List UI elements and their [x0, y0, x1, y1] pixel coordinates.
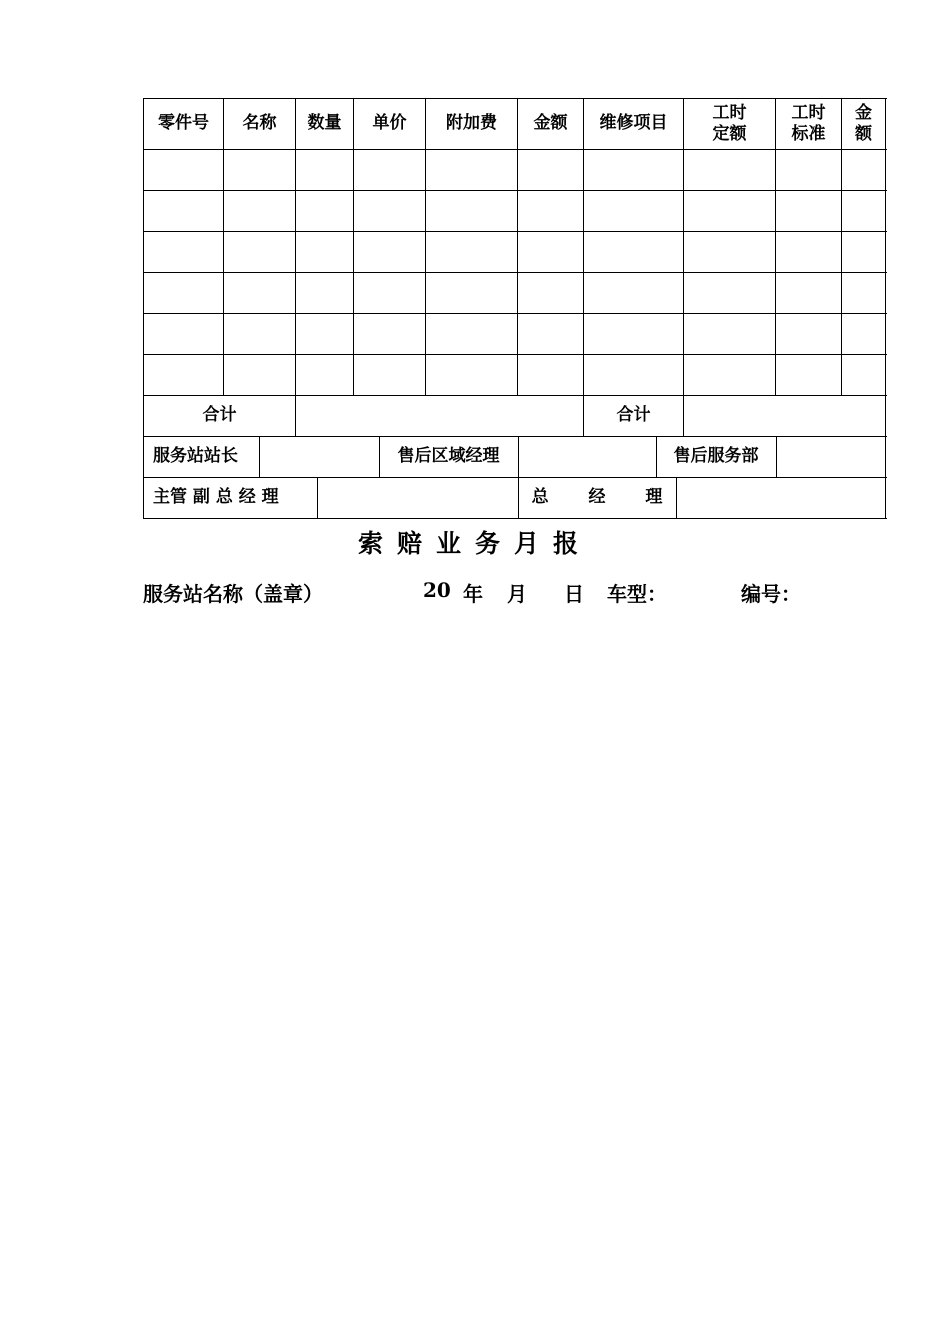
header-labor-standard	[776, 99, 842, 150]
table-cell[interactable]	[426, 150, 518, 191]
table-cell[interactable]	[354, 314, 426, 355]
table-cell[interactable]	[684, 355, 776, 396]
header-labor-standard-line1: 工时	[791, 102, 826, 123]
table-cell[interactable]	[776, 232, 842, 273]
total-row	[144, 396, 886, 437]
total-value-left[interactable]	[296, 396, 584, 437]
header-unit-price: 单价	[354, 99, 426, 150]
table-cell[interactable]	[426, 314, 518, 355]
table-cell[interactable]	[224, 150, 296, 191]
table-cell[interactable]	[426, 355, 518, 396]
table-cell[interactable]	[518, 232, 584, 273]
table-cell[interactable]	[584, 273, 684, 314]
table-cell[interactable]	[518, 150, 584, 191]
header-labor-quota-line2: 定额	[712, 124, 747, 144]
table-cell[interactable]	[144, 314, 224, 355]
table-cell[interactable]	[354, 150, 426, 191]
table-cell[interactable]	[296, 355, 354, 396]
table-cell[interactable]	[584, 232, 684, 273]
sig-regional-manager-label: 售后区域经理	[379, 437, 518, 477]
signature-row-2	[144, 478, 886, 519]
table-cell[interactable]	[296, 191, 354, 232]
table-cell[interactable]	[224, 232, 296, 273]
table-cell[interactable]	[684, 314, 776, 355]
table-cell[interactable]	[354, 273, 426, 314]
header-amount-2	[842, 99, 886, 150]
sig-gm-field[interactable]	[676, 478, 885, 518]
table-cell[interactable]	[224, 314, 296, 355]
sig-regional-manager-field[interactable]	[518, 437, 656, 477]
table-cell[interactable]	[842, 232, 886, 273]
station-name-label: 服务站名称（盖章）	[143, 582, 323, 606]
table-cell[interactable]	[144, 355, 224, 396]
table-cell[interactable]	[296, 273, 354, 314]
header-part-number: 零件号	[144, 99, 224, 150]
table-cell[interactable]	[684, 232, 776, 273]
table-cell[interactable]	[776, 150, 842, 191]
header-repair-item: 维修项目	[584, 99, 684, 150]
table-cell[interactable]	[776, 191, 842, 232]
serial-number-label: 编号：	[741, 582, 801, 606]
table-cell[interactable]	[224, 273, 296, 314]
page-title: 索赔业务月报	[357, 529, 592, 558]
year-prefix: 20	[423, 578, 451, 602]
table-cell[interactable]	[584, 150, 684, 191]
table-row	[144, 232, 886, 273]
table-cell[interactable]	[518, 314, 584, 355]
table-cell[interactable]	[518, 273, 584, 314]
table-cell[interactable]	[776, 273, 842, 314]
table-cell[interactable]	[144, 273, 224, 314]
table-cell[interactable]	[776, 314, 842, 355]
table-row	[144, 355, 886, 396]
sig-station-head-label: 服务站站长	[144, 437, 259, 477]
table-cell[interactable]	[354, 355, 426, 396]
table-cell[interactable]	[842, 150, 886, 191]
table-cell[interactable]	[518, 355, 584, 396]
table-cell[interactable]	[144, 150, 224, 191]
table-cell[interactable]	[296, 150, 354, 191]
table-row	[144, 150, 886, 191]
sig-vp-field[interactable]	[317, 478, 518, 518]
table-cell[interactable]	[224, 191, 296, 232]
header-amount: 金额	[518, 99, 584, 150]
table-cell[interactable]	[684, 191, 776, 232]
table-cell[interactable]	[296, 232, 354, 273]
month-label: 月	[507, 582, 527, 606]
table-cell[interactable]	[684, 150, 776, 191]
day-label: 日	[564, 582, 584, 606]
table-row	[144, 273, 886, 314]
sig-station-head-field[interactable]	[259, 437, 379, 477]
total-label-right: 合计	[584, 396, 684, 437]
year-label: 年	[463, 582, 483, 606]
table-cell[interactable]	[426, 191, 518, 232]
table-cell[interactable]	[842, 355, 886, 396]
claim-table	[143, 98, 886, 519]
table-cell[interactable]	[842, 273, 886, 314]
vehicle-model-label: 车型：	[607, 582, 667, 606]
table-cell[interactable]	[584, 314, 684, 355]
header-quantity: 数量	[296, 99, 354, 150]
header-amount-2-line2: 额	[855, 124, 872, 144]
table-cell[interactable]	[224, 355, 296, 396]
table-cell[interactable]	[426, 232, 518, 273]
table-cell[interactable]	[518, 191, 584, 232]
table-cell[interactable]	[144, 191, 224, 232]
table-row	[144, 314, 886, 355]
table-cell[interactable]	[354, 191, 426, 232]
header-labor-quota-line1: 工时	[712, 102, 747, 123]
header-amount-2-line1: 金	[855, 102, 872, 123]
table-cell[interactable]	[684, 273, 776, 314]
sig-service-dept-label: 售后服务部	[656, 437, 776, 477]
table-cell[interactable]	[842, 314, 886, 355]
table-cell[interactable]	[144, 232, 224, 273]
sig-vp-label: 主管 副 总 经 理	[144, 478, 317, 518]
table-cell[interactable]	[584, 191, 684, 232]
table-cell[interactable]	[842, 191, 886, 232]
table-cell[interactable]	[354, 232, 426, 273]
table-cell[interactable]	[776, 355, 842, 396]
header-labor-standard-line2: 标准	[791, 124, 826, 144]
table-cell[interactable]	[296, 314, 354, 355]
header-labor-quota	[684, 99, 776, 150]
total-label-left: 合计	[144, 396, 296, 437]
table-cell[interactable]	[584, 355, 684, 396]
sig-gm-label: 总 经 理	[518, 478, 676, 518]
signature-row-1	[144, 437, 886, 478]
header-name: 名称	[224, 99, 296, 150]
table-cell[interactable]	[426, 273, 518, 314]
table-row	[144, 191, 886, 232]
sig-service-dept-field[interactable]	[776, 437, 885, 477]
total-value-right[interactable]	[684, 396, 886, 437]
header-surcharge: 附加费	[426, 99, 518, 150]
